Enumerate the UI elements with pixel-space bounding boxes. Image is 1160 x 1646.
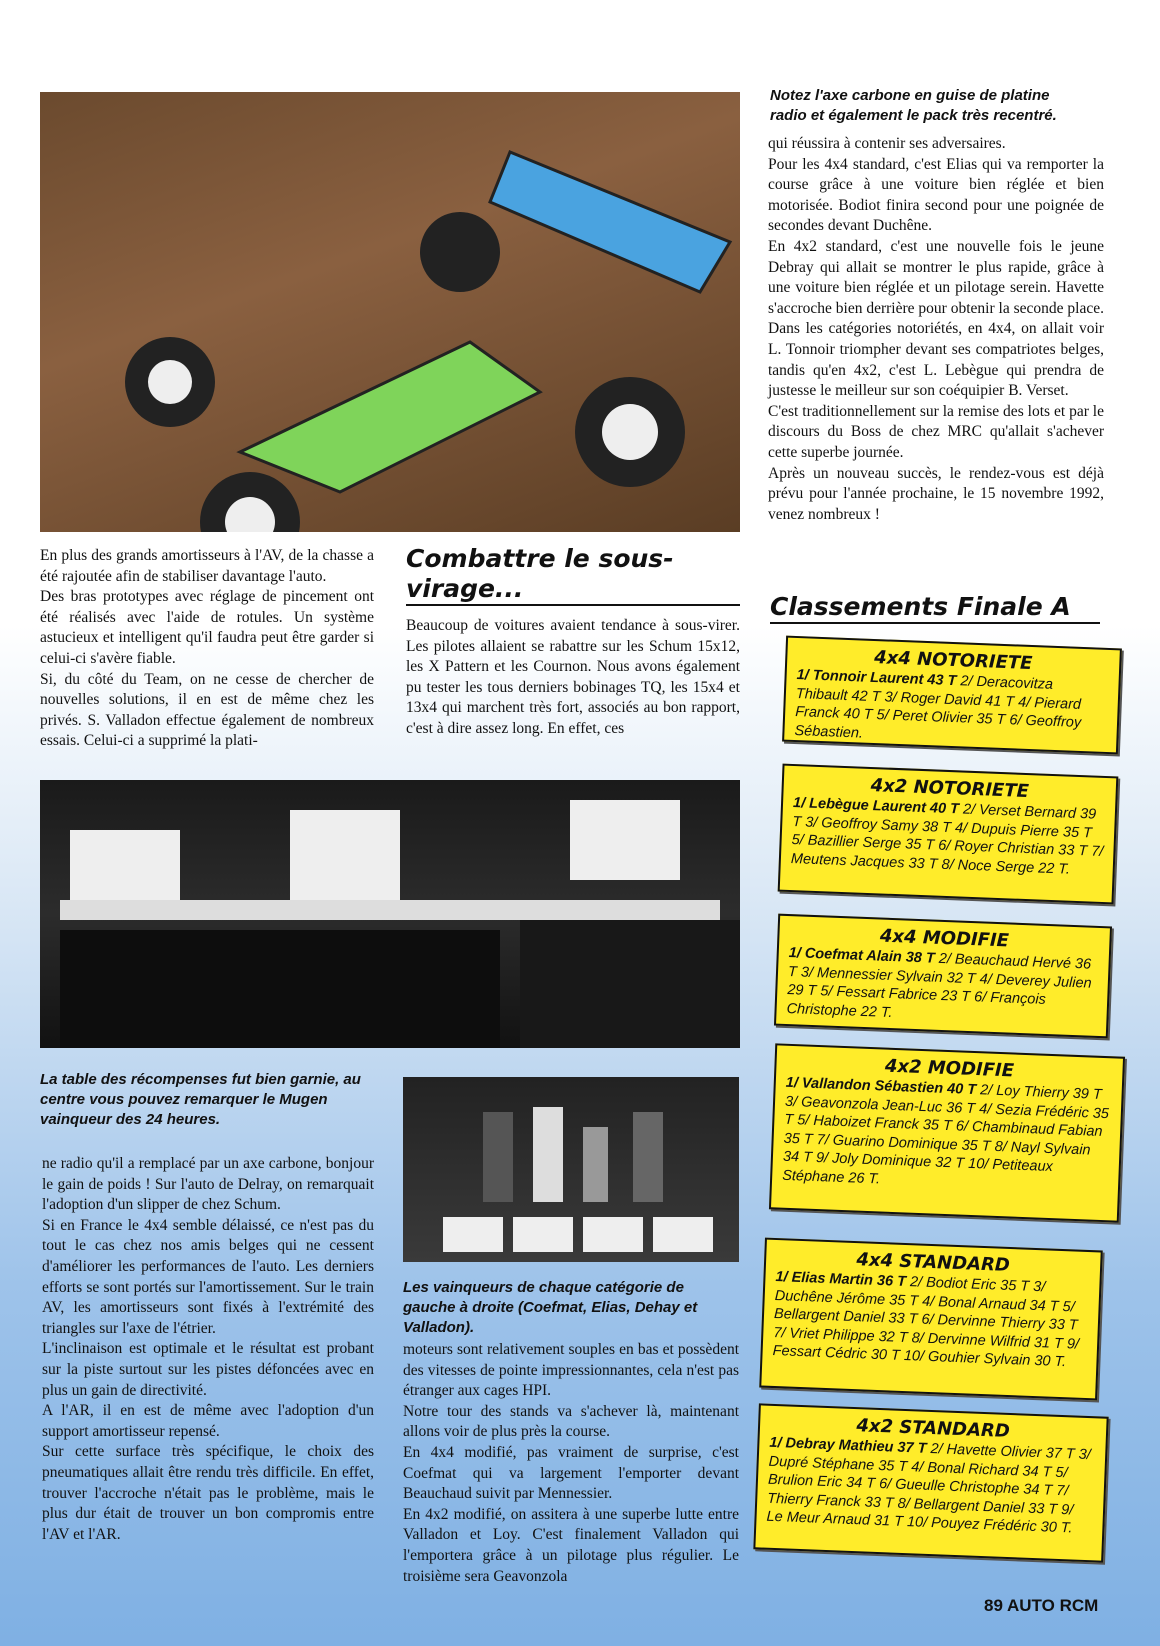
col2-mid-text: Beaucoup de voitures avaient tendance à sous-virer. Les pilotes allaient se rabattre sur les Schum 15x12, les X Pattern et les Cournon. Nous avons également pu tester les tous derniers bobinages TQ, les 15x4 et 13x4 qui marchent très fort, associés au bon rapport, c'est à dire assez long. En effet, ces: [406, 617, 740, 737]
heading-classements: Classements Finale A: [770, 592, 1100, 624]
result-box-4x4-modifie: [774, 914, 1112, 1039]
result-box-4x4-notoriete: [782, 636, 1122, 755]
result-box-body: 1/ Coefmat Alain 38 T 2/ Beauchaud Hervé 36 T 3/ Mennessier Sylvain 32 T 4/ Deverey Julien 29 T 5/ Fessart Fabrice 23 T 6/ François Christophe 22 T.: [786, 945, 1092, 1021]
prize-table-illustration: [40, 780, 740, 1048]
result-box-title: 4x4 MODIFIE: [879, 925, 1010, 952]
paragraph: En plus des grands amortisseurs à l'AV, de la chasse a été rajoutée afin de stabiliser davantage l'auto.: [40, 547, 374, 585]
paragraph: Après un nouveau succès, le rendez-vous est déjà prévu pour l'année prochaine, le 15 novembre 1992, venez nombreux !: [768, 464, 1104, 523]
result-box-body: 1/ Tonnoir Laurent 43 T 2/ Deracovitza Thibault 42 T 3/ Roger David 41 T 4/ Pierard Franck 40 T 5/ Peret Olivier 35 T 6/ Geoffroy Sébastien.: [794, 667, 1082, 742]
result-box-title: 4x2 NOTORIETE: [870, 775, 1030, 803]
result-box-title: 4x2 STANDARD: [856, 1415, 1011, 1442]
col2-bottom-text: [403, 1340, 739, 1587]
paragraph: En 4x2 modifié, on assitera à une superbe lutte entre Valladon et Loy. C'est finalement Valladon qui l'emportera grâce à un pilotage plus régulier. Le troisième sera Geavonzola: [403, 1505, 739, 1585]
result-box-body: 1/ Debray Mathieu 37 T 2/ Havette Olivier 37 T 3/ Dupré Stéphane 35 T 4/ Bonal Richard 34 T 5/ Brulion Eric 34 T 6/ Gueulle Christophe 34 T 7/ Thierry Franck 33 T 8/ Bellargent Daniel 33 T 9/ Le Meur Arnaud 31 T 10/ Pouyez Frédéric 30 T.: [766, 1434, 1092, 1537]
paragraph: Pour les 4x4 standard, c'est Elias qui va remporter la course grâce à une voiture bien réglée et bien motorisée. Bodiot finira second pour une poignée de secondes devant Duchêne.: [768, 155, 1104, 235]
photo-prize-table: [40, 780, 740, 1048]
col1-mid-text: [40, 546, 374, 752]
paragraph: moteurs sont relativement souples en bas et possèdent des vitesses de pointe impressionnantes, cela n'est pas étranger aux cages HPI.: [403, 1341, 739, 1400]
paragraph: En 4x2 standard, c'est une nouvelle fois le jeune Debray qui allait se montrer le plus rapide, grâce à une voiture bien réglée et un pilotage serein. Havette s'accroche bien derrière pour obtenir la seconde place. Dans les catégories notoriétés, en 4x4, on allait voir L. Tonnoir triompher devant ses compatriotes belges, tandis qu'en 4x2, c'est L. Lebègue qui prendra de justesse le meilleur sur son coéquipier B. Verset.: [768, 237, 1104, 400]
result-box-title: 4x4 NOTORIETE: [873, 646, 1033, 675]
photo-buggy: [40, 92, 740, 532]
paragraph: C'est traditionnellement sur la remise des lots et par le discours du Boss de chez MRC qu'allait s'achever cette superbe journée.: [768, 402, 1104, 461]
col1-bottom-text: [42, 1154, 374, 1545]
paragraph: En 4x4 modifié, pas vraiment de surprise, c'est Coefmat qui va largement l'emporter devant Beauchaud suivit par Mennessier.: [403, 1443, 739, 1503]
result-box-body: 1/ Elias Martin 36 T 2/ Bodiot Eric 35 T 3/ Duchêne Jérôme 35 T 4/ Bonal Arnaud 34 T 5/ Bellargent Daniel 33 T 6/ Dervinne Thierry 33 T 7/ Vriet Philippe 32 T 8/ Dervinne Wilfrid 31 T 9/ Fessart Cédric 30 T 10/ Gouhier Sylvain 30 T.: [772, 1269, 1080, 1371]
paragraph: Des bras prototypes avec réglage de pincement ont été réalisés avec l'aide de rotules. Un système astucieux et intelligent qu'il faudra peut être garder si celui-ci s'avère fiable.: [40, 588, 374, 667]
paragraph: Si, du côté du Team, on ne cesse de chercher de nouvelles solutions, il en est de même chez les privés. S. Valladon effectue également de nombreux essais. Celui-ci a supprimé la plati-: [40, 670, 374, 750]
result-box-body: 1/ Lebègue Laurent 40 T 2/ Verset Bernard 39 T 3/ Geoffroy Samy 38 T 4/ Dupuis Pierre 35 T 5/ Bazillier Serge 35 T 6/ Royer Christian 33 T 7/ Meutens Jacques 33 T 8/ Noce Serge 22 T.: [790, 795, 1104, 878]
paragraph: qui réussira à contenir ses adversaires.: [768, 135, 1006, 152]
caption-winners: Les vainqueurs de chaque catégorie de gauche à droite (Coefmat, Elias, Dehay et Valladon).: [403, 1279, 698, 1336]
result-box-body: 1/ Vallandon Sébastien 40 T 2/ Loy Thierry 39 T 3/ Geavonzola Jean-Luc 36 T 4/ Sezia Frédéric 35 T 5/ Haboizet Franck 35 T 6/ Chambinaud Fabian 35 T 7/ Guarino Dominique 35 T 8/ Nayl Sylvain 34 T 9/ Joly Dominique 32 T 10/ Petiteaux Stéphane 26 T.: [781, 1074, 1110, 1187]
paragraph: A l'AR, il en est de même avec l'adoption d'un support amortisseur repensé.: [42, 1402, 374, 1440]
result-box-title: 4x2 MODIFIE: [884, 1055, 1015, 1082]
heading-sous-virage: Combattre le sous-virage...: [406, 544, 740, 606]
result-box-4x4-standard: [759, 1238, 1103, 1401]
paragraph: ne radio qu'il a remplacé par un axe carbone, bonjour le gain de poids ! Sur l'auto de Delray, on remarquait l'adoption d'un slipper de chez Schum.: [42, 1155, 374, 1214]
result-box-title: 4x4 STANDARD: [856, 1249, 1011, 1276]
paragraph: Sur cette surface très spécifique, le choix des pneumatiques allait être rendu très difficile. En effet, trouver l'accroche n'était pas le problème, mais le plus dur était de trouver un bon compromis entre l'AV et l'AR.: [42, 1443, 374, 1543]
winners-illustration: [403, 1077, 739, 1262]
result-box-4x2-notoriete: [778, 764, 1119, 905]
result-box-4x2-standard: [753, 1403, 1108, 1562]
caption-prizes: La table des récompenses fut bien garnie, au centre vous pouvez remarquer le Mugen vainqueur des 24 heures.: [40, 1071, 361, 1128]
paragraph: Si en France le 4x4 semble délaissé, ce n'est pas du tout le cas chez nos amis belges qui ne cessent d'améliorer les performances de l'auto. Les derniers efforts se sont portés sur l'amortissement. Sur le train AV, les amortisseurs sont fixés à l'extrémité des triangles sur l'axe de l'étrier.: [42, 1216, 374, 1337]
col3-text: [768, 134, 1104, 525]
photo-winners: [403, 1077, 739, 1262]
buggy-illustration: [40, 92, 740, 532]
page-folio: 89 AUTO RCM: [984, 1596, 1099, 1615]
paragraph: L'inclinaison est optimale et le résultat est probant sur la piste surtout sur les pistes défoncées avec en plus un gain de directivité.: [42, 1340, 374, 1399]
result-box-4x2-modifie: [769, 1043, 1125, 1222]
caption-top: Notez l'axe carbone en guise de platine radio et également le pack très recentré.: [770, 87, 1057, 124]
paragraph: Notre tour des stands va s'achever là, maintenant allons voir de plus près la course.: [403, 1402, 739, 1441]
